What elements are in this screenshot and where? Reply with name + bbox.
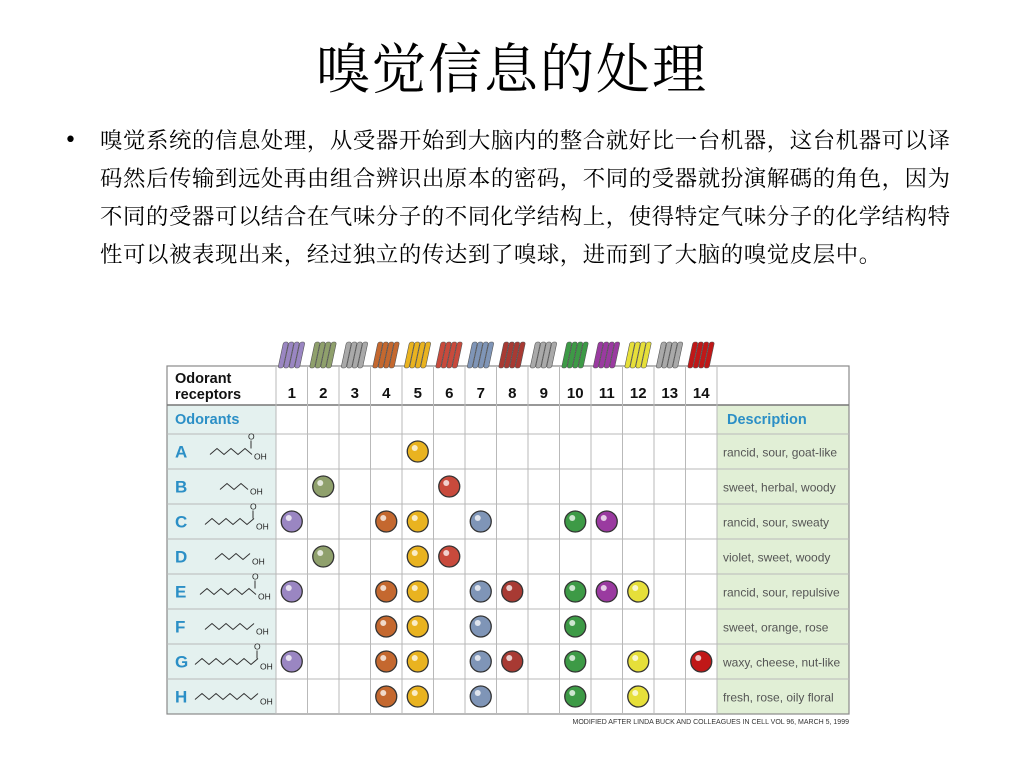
odorant-E-description: rancid, sour, repulsive (723, 585, 840, 600)
receptor-8-icon (498, 342, 525, 368)
binding-dot-highlight (475, 655, 481, 661)
binding-dot-G-7 (470, 651, 491, 672)
receptor-2-icon (309, 342, 336, 368)
binding-dot-highlight (380, 690, 386, 696)
receptor-8-number: 8 (508, 385, 517, 402)
binding-dot-highlight (601, 515, 607, 521)
binding-dot-G-14 (691, 651, 712, 672)
binding-dot-H-12 (628, 686, 649, 707)
binding-dot-highlight (412, 445, 418, 451)
receptor-5-icon (404, 342, 431, 368)
odorant-G-oh-group: OH (260, 661, 273, 672)
odorant-B-description: sweet, herbal, woody (723, 480, 836, 495)
odorant-E-oh-group: OH (258, 591, 271, 602)
binding-dot-highlight (443, 550, 449, 556)
binding-dot-highlight (412, 690, 418, 696)
receptor-3-icon (341, 342, 368, 368)
binding-dot-C-11 (596, 511, 617, 532)
receptor-7-icon (467, 342, 494, 368)
binding-dot-highlight (475, 515, 481, 521)
binding-dot-highlight (380, 655, 386, 661)
receptor-3-number: 3 (350, 385, 359, 402)
odorant-G-carbonyl-o: O (254, 641, 261, 652)
binding-dot-E-11 (596, 581, 617, 602)
odorant-E-carbonyl-o: O (252, 571, 259, 582)
binding-dot-F-4 (376, 616, 397, 637)
binding-dot-highlight (632, 655, 638, 661)
binding-dot-H-7 (470, 686, 491, 707)
odorants-header: Odorants (175, 412, 240, 428)
odorant-B-label: B (175, 477, 188, 497)
odorant-D-description: violet, sweet, woody (723, 550, 831, 565)
odorant-B-oh-group: OH (250, 486, 263, 497)
binding-dot-C-4 (376, 511, 397, 532)
binding-dot-F-10 (565, 616, 586, 637)
receptor-12-number: 12 (629, 385, 647, 402)
binding-dot-E-10 (565, 581, 586, 602)
odorant-E-label: E (175, 582, 187, 602)
slide-title: 嗅觉信息的处理 (316, 38, 708, 101)
odorant-G-label: G (175, 652, 189, 672)
binding-dot-highlight (632, 690, 638, 696)
odorant-H-label: H (175, 687, 188, 707)
binding-dot-highlight (569, 515, 575, 521)
binding-dot-highlight (443, 480, 449, 486)
bullet-marker: • (64, 128, 77, 153)
odorant-G-description: waxy, cheese, nut-like (723, 655, 841, 670)
receptor-header-line2: receptors (175, 387, 242, 403)
binding-dot-highlight (695, 655, 701, 661)
binding-dot-G-10 (565, 651, 586, 672)
binding-dot-F-7 (470, 616, 491, 637)
odorant-C-carbonyl-o: O (250, 501, 257, 512)
binding-dot-F-5 (407, 616, 428, 637)
receptor-7-number: 7 (476, 385, 485, 402)
binding-dot-highlight (569, 585, 575, 591)
binding-dot-C-5 (407, 511, 428, 532)
receptor-6-number: 6 (445, 385, 454, 402)
odorant-A-carbonyl-o: O (248, 431, 255, 442)
binding-dot-A-5 (407, 441, 428, 462)
binding-dot-highlight (569, 620, 575, 626)
odorant-C-description: rancid, sour, sweaty (723, 515, 830, 530)
binding-dot-G-1 (281, 651, 302, 672)
binding-dot-highlight (380, 515, 386, 521)
binding-dot-D-5 (407, 546, 428, 567)
binding-dot-highlight (412, 655, 418, 661)
binding-dot-highlight (412, 515, 418, 521)
receptor-4-icon (372, 342, 399, 368)
odorant-F-description: sweet, orange, rose (723, 620, 829, 635)
binding-dot-highlight (286, 585, 292, 591)
binding-dot-B-2 (313, 476, 334, 497)
binding-dot-highlight (412, 620, 418, 626)
receptor-10-number: 10 (566, 385, 584, 402)
binding-dot-C-1 (281, 511, 302, 532)
binding-dot-B-6 (439, 476, 460, 497)
binding-dot-highlight (317, 480, 323, 486)
receptor-13-icon (656, 342, 683, 368)
binding-dot-G-8 (502, 651, 523, 672)
binding-dot-E-7 (470, 581, 491, 602)
binding-dot-highlight (286, 515, 292, 521)
binding-dot-E-8 (502, 581, 523, 602)
binding-dot-D-2 (313, 546, 334, 567)
binding-dot-highlight (569, 655, 575, 661)
odorant-D-label: D (175, 547, 188, 567)
binding-dot-C-10 (565, 511, 586, 532)
odorant-F-label: F (175, 617, 186, 637)
receptor-2-number: 2 (319, 385, 328, 402)
receptor-1-icon (278, 342, 305, 368)
receptor-4-number: 4 (382, 385, 391, 402)
odorant-A-oh-group: OH (254, 451, 267, 462)
binding-dot-G-4 (376, 651, 397, 672)
receptor-14-number: 14 (692, 385, 710, 402)
odorant-C-label: C (175, 512, 188, 532)
binding-dot-H-10 (565, 686, 586, 707)
binding-dot-highlight (317, 550, 323, 556)
binding-dot-C-7 (470, 511, 491, 532)
receptor-12-icon (624, 342, 651, 368)
receptor-13-number: 13 (661, 385, 679, 402)
figure-credit: MODIFIED AFTER LINDA BUCK AND COLLEAGUES IN CELL VOL 96, MARCH 5, 1999 (572, 719, 849, 726)
odorant-F-oh-group: OH (256, 626, 269, 637)
binding-dot-highlight (380, 585, 386, 591)
binding-dot-H-5 (407, 686, 428, 707)
odorant-A-description: rancid, sour, goat-like (723, 445, 838, 460)
receptor-9-number: 9 (539, 385, 548, 402)
binding-dot-highlight (475, 585, 481, 591)
binding-dot-highlight (506, 585, 512, 591)
odorant-H-description: fresh, rose, oily floral (723, 690, 834, 705)
receptor-6-icon (435, 342, 462, 368)
binding-dot-H-4 (376, 686, 397, 707)
binding-dot-highlight (475, 690, 481, 696)
receptor-1-number: 1 (287, 385, 296, 402)
binding-dot-E-5 (407, 581, 428, 602)
binding-dot-G-12 (628, 651, 649, 672)
body-paragraph: 嗅觉系统的信息处理，从受器开始到大脑内的整合就好比一台机器，这台机器可以译码然后传输到远处再由组合辨识出原本的密码，不同的受器就扮演解碼的角色，因为不同的受器可以结合在气味分子的不同化学结构上，使得特定气味分子的化学结构特性可以被表现出来，经过独立的传达到了嗅球，进而到了大脑的嗅觉皮层中。 (100, 128, 951, 268)
binding-dot-G-5 (407, 651, 428, 672)
receptor-10-icon (561, 342, 588, 368)
description-header: Description (727, 412, 807, 428)
binding-dot-highlight (569, 690, 575, 696)
odorant-A-label: A (175, 442, 188, 462)
binding-dot-highlight (412, 550, 418, 556)
binding-dot-highlight (506, 655, 512, 661)
binding-dot-E-12 (628, 581, 649, 602)
receptor-11-icon (593, 342, 620, 368)
receptor-5-number: 5 (413, 385, 422, 402)
binding-dot-highlight (475, 620, 481, 626)
receptor-14-icon (687, 342, 714, 368)
binding-dot-highlight (412, 585, 418, 591)
binding-dot-highlight (286, 655, 292, 661)
receptor-9-icon (530, 342, 557, 368)
binding-dot-highlight (601, 585, 607, 591)
binding-dot-highlight (632, 585, 638, 591)
binding-dot-E-1 (281, 581, 302, 602)
odorant-D-oh-group: OH (252, 556, 265, 567)
odorant-H-oh-group: OH (260, 696, 273, 707)
binding-dot-E-4 (376, 581, 397, 602)
binding-dot-D-6 (439, 546, 460, 567)
receptor-header-line1: Odorant (175, 371, 232, 387)
odorant-C-oh-group: OH (256, 521, 269, 532)
receptor-11-number: 11 (598, 385, 615, 402)
binding-dot-highlight (380, 620, 386, 626)
